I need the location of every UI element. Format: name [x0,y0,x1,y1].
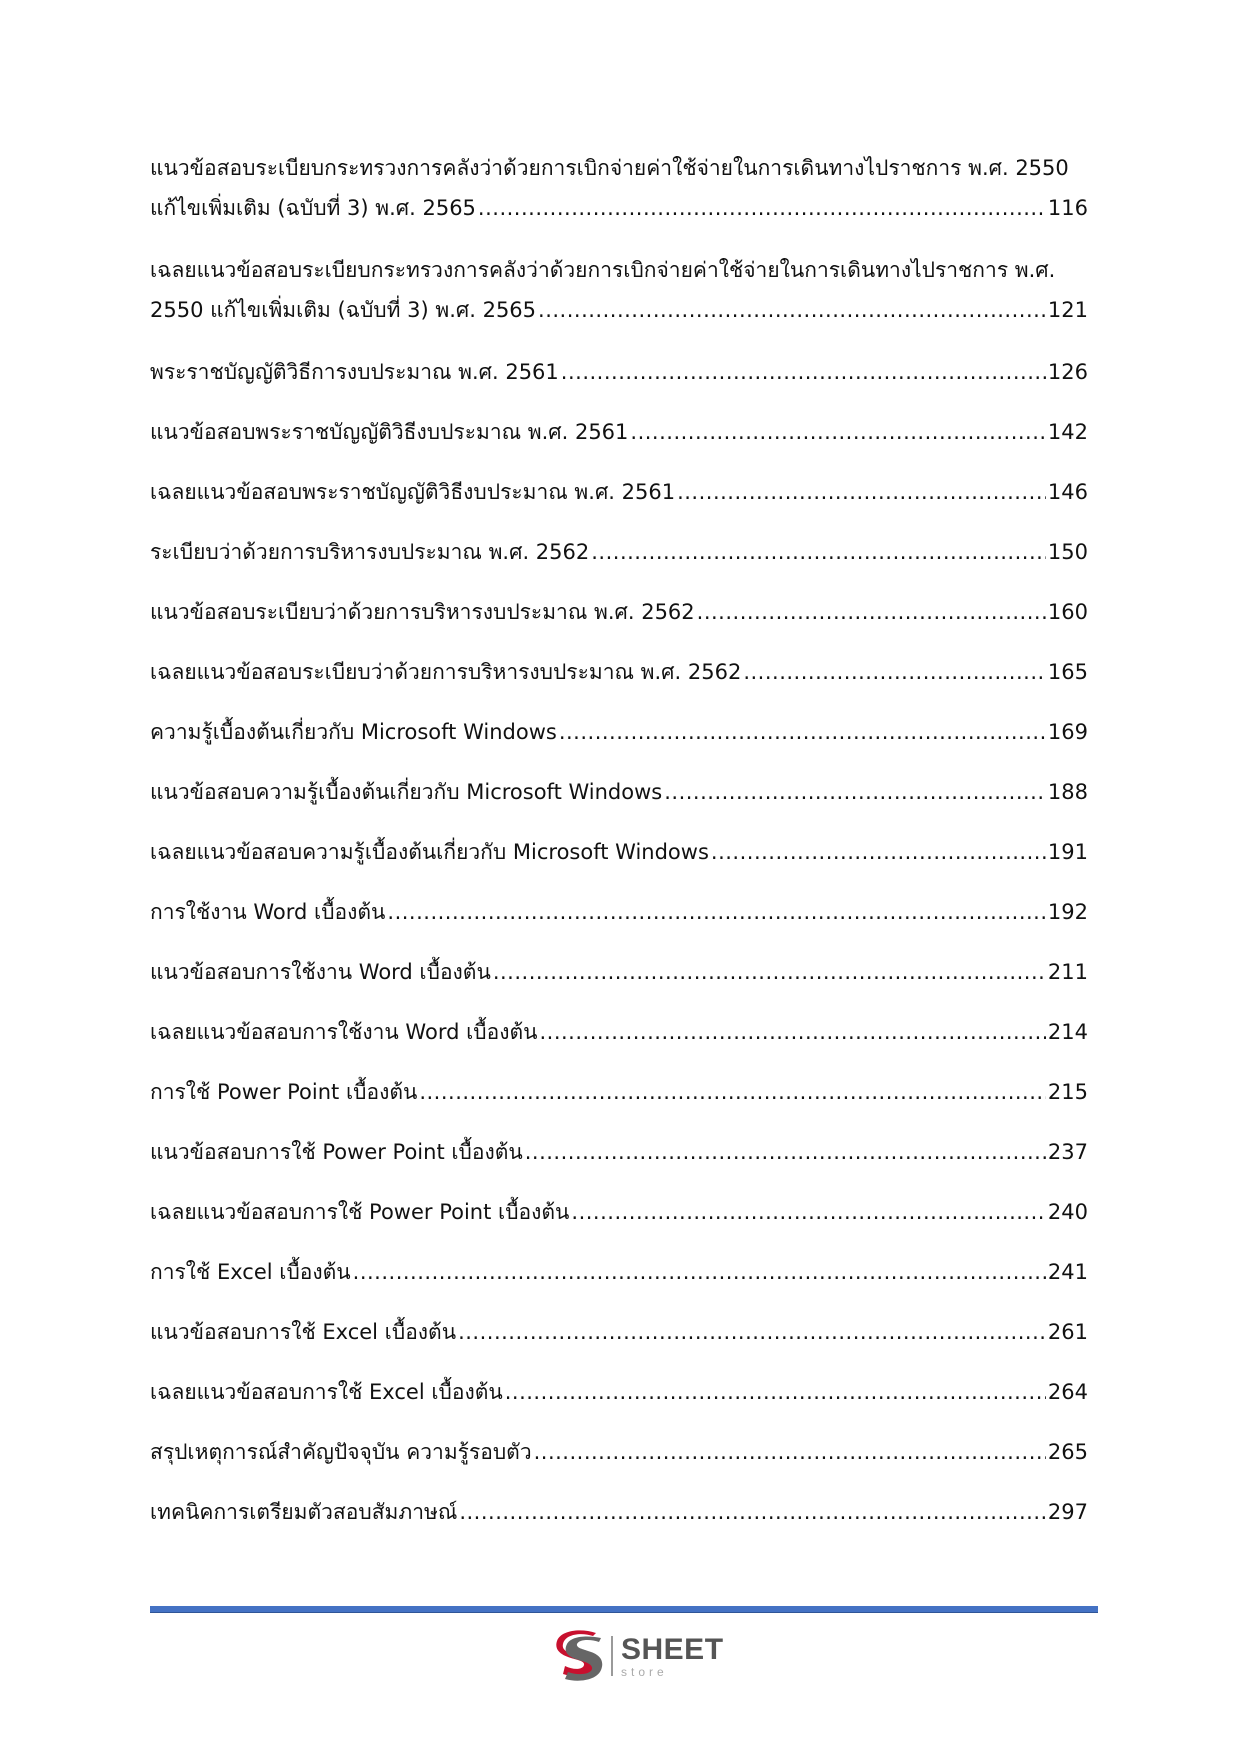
toc-entry-title: แนวข้อสอบการใช้งาน Word เบื้องต้น [150,960,491,984]
toc-entry-title-line: แนวข้อสอบระเบียบกระทรวงการคลังว่าด้วยการเบิกจ่ายค่าใช้จ่ายในการเดินทางไปราชการ พ.ศ. 2550 [150,156,1069,180]
toc-page-number: 211 [1047,960,1088,984]
toc-entry[interactable] [150,1492,1088,1532]
toc-page-number: 297 [1047,1500,1088,1524]
toc-entry-title: แก้ไขเพิ่มเติม (ฉบับที่ 3) พ.ศ. 2565 [150,196,476,220]
toc-entry-title: เฉลยแนวข้อสอบการใช้งาน Word เบื้องต้น [150,1020,538,1044]
toc-entry-title: 2550 แก้ไขเพิ่มเติม (ฉบับที่ 3) พ.ศ. 2565 [150,298,537,322]
sheet-store-logo [555,1630,724,1682]
toc-page-number: 116 [1047,196,1088,220]
toc-page-number: 237 [1047,1140,1088,1164]
toc-entry[interactable] [150,652,1088,692]
toc-entry[interactable] [150,892,1088,932]
toc-entry[interactable] [150,1252,1088,1292]
toc-entry-title: แนวข้อสอบการใช้ Power Point เบื้องต้น [150,1140,523,1164]
toc-entry[interactable] [150,832,1088,872]
toc-entry[interactable] [150,772,1088,812]
toc-entry[interactable] [150,250,1088,330]
toc-entry-title: แนวข้อสอบพระราชบัญญัติวิธีงบประมาณ พ.ศ. 2561 [150,420,629,444]
toc-entry-title-line: เฉลยแนวข้อสอบระเบียบกระทรวงการคลังว่าด้วยการเบิกจ่ายค่าใช้จ่ายในการเดินทางไปราชการ พ.ศ. [150,258,1056,282]
logo-brand-text: SHEET [621,1632,724,1666]
toc-entry[interactable] [150,412,1088,452]
toc-entry-title: เฉลยแนวข้อสอบความรู้เบื้องต้นเกี่ยวกับ Microsoft Windows [150,840,709,864]
toc-leader-dots [538,290,1046,330]
toc-entry-title: เทคนิคการเตรียมตัวสอบสัมภาษณ์ [150,1500,458,1524]
toc-entry-title: เฉลยแนวข้อสอบการใช้ Power Point เบื้องต้น [150,1200,570,1224]
toc-entry-title: ความรู้เบื้องต้นเกี่ยวกับ Microsoft Windows [150,720,557,744]
toc-entry-title: แนวข้อสอบระเบียบว่าด้วยการบริหารงบประมาณ พ.ศ. 2562 [150,600,695,624]
toc-page-number: 215 [1047,1080,1088,1104]
toc-entry-title: พระราชบัญญัติวิธีการงบประมาณ พ.ศ. 2561 [150,360,559,384]
toc-leader-dots [493,952,1046,992]
toc-entry[interactable] [150,1312,1088,1352]
toc-leader-dots [630,412,1046,452]
toc-entry[interactable] [150,1372,1088,1412]
toc-page-number: 214 [1047,1020,1088,1044]
toc-leader-dots [561,352,1046,392]
toc-entry[interactable] [150,1132,1088,1172]
toc-leader-dots [664,772,1046,812]
toc-entry[interactable] [150,148,1088,228]
toc-leader-dots [534,1432,1046,1472]
toc-page-number: 146 [1047,480,1088,504]
toc-leader-dots [459,1492,1046,1532]
toc-entry[interactable] [150,1432,1088,1472]
toc-leader-dots [387,892,1046,932]
footer-divider [150,1606,1098,1613]
toc-entry-title: แนวข้อสอบการใช้ Excel เบื้องต้น [150,1320,457,1344]
toc-page-number: 191 [1047,840,1088,864]
toc-entry-title: เฉลยแนวข้อสอบระเบียบว่าด้วยการบริหารงบประมาณ พ.ศ. 2562 [150,660,742,684]
toc-entry[interactable] [150,592,1088,632]
toc-page-number: 188 [1047,780,1088,804]
toc-entry[interactable] [150,532,1088,572]
toc-entry-title: การใช้งาน Word เบื้องต้น [150,900,386,924]
toc-leader-dots [525,1132,1046,1172]
toc-page-number: 264 [1047,1380,1088,1404]
toc-page-number: 160 [1047,600,1088,624]
toc-entry[interactable] [150,1012,1088,1052]
toc-page-number: 142 [1047,420,1088,444]
toc-leader-dots [559,712,1046,752]
toc-leader-dots [711,832,1046,872]
toc-page-number: 265 [1047,1440,1088,1464]
table-of-contents [150,148,1088,1552]
toc-entry[interactable] [150,472,1088,512]
toc-entry-title: แนวข้อสอบความรู้เบื้องต้นเกี่ยวกับ Microsoft Windows [150,780,663,804]
toc-page-number: 261 [1047,1320,1088,1344]
logo-separator [611,1636,613,1676]
toc-leader-dots [505,1372,1046,1412]
toc-page-number: 192 [1047,900,1088,924]
toc-leader-dots [478,188,1046,228]
toc-leader-dots [539,1012,1045,1052]
toc-leader-dots [697,592,1046,632]
toc-leader-dots [458,1312,1046,1352]
toc-page-number: 150 [1047,540,1088,564]
toc-entry[interactable] [150,1192,1088,1232]
toc-leader-dots [743,652,1046,692]
toc-page-number: 241 [1047,1260,1088,1284]
toc-entry[interactable] [150,1072,1088,1112]
toc-entry[interactable] [150,952,1088,992]
sheet-store-s-logo-icon [555,1630,605,1682]
toc-page-number: 126 [1047,360,1088,384]
toc-entry-title: การใช้ Excel เบื้องต้น [150,1260,351,1284]
toc-leader-dots [591,532,1046,572]
toc-entry-title: ระเบียบว่าด้วยการบริหารงบประมาณ พ.ศ. 2562 [150,540,590,564]
toc-page-number: 165 [1047,660,1088,684]
toc-leader-dots [353,1252,1046,1292]
toc-page-number: 240 [1047,1200,1088,1224]
toc-entry[interactable] [150,712,1088,752]
toc-entry[interactable] [150,352,1088,392]
toc-entry-title: เฉลยแนวข้อสอบการใช้ Excel เบื้องต้น [150,1380,503,1404]
toc-entry-title: การใช้ Power Point เบื้องต้น [150,1080,418,1104]
toc-leader-dots [571,1192,1046,1232]
toc-leader-dots [419,1072,1046,1112]
toc-entry-title: สรุปเหตุการณ์สำคัญปัจจุบัน ความรู้รอบตัว [150,1440,532,1464]
toc-leader-dots [677,472,1046,512]
toc-page-number: 169 [1047,720,1088,744]
toc-entry-title: เฉลยแนวข้อสอบพระราชบัญญัติวิธีงบประมาณ พ.ศ. 2561 [150,480,676,504]
toc-page-number: 121 [1047,298,1088,322]
logo-sub-text: store [621,1664,668,1679]
